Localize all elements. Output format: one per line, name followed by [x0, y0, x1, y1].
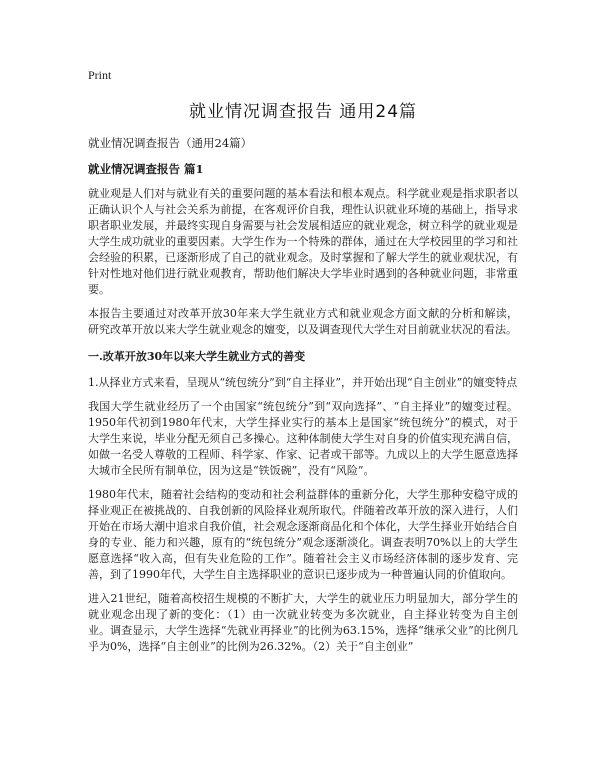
- paragraph: 就业观是人们对与就业有关的重要问题的基本看法和根本观点。科学就业观是指求职者以正确认识个人与社会关系为前提，在客观评价自我，理性认识就业环境的基础上，指导求职者职业发展，并最终实现自身需要与社会发展相适应的就业观念，树立科学的就业观是大学生成功就业的重要因素。大学生作为一个特殊的群体，通过在大学校园里的学习和社会经验的积累，已逐渐形成了自己的就业观念。及时掌握和了解大学生的就业观状况，有针对性地对他们进行就业观教育，帮助他们解决大学毕业时遇到的各种就业问题，非常重要。: [88, 187, 518, 296]
- document-title: 就业情况调查报告 通用24篇: [188, 102, 418, 122]
- print-link[interactable]: Print: [88, 68, 112, 82]
- subsection-heading: 一.改革开放30年以来大学生就业方式的善变: [88, 350, 306, 363]
- paragraph: 我国大学生就业经历了一个由国家“统包统分”到“双向选择”、“自主择业”的嬗变过程。1950年代初到1980年代末，大学生择业实行的基本上是国家“统包统分”的模式，对于大学生来说，毕业分配无须自己多操心。这种体制使大学生对自身的价值实现充满自信，如做一名受人尊敬的工程师、科学家、作家、记者或干部等。九成以上的大学生愿意选择大城市全民所有制单位，因为这是“铁饭碗”，没有“风险”。: [88, 400, 518, 477]
- list-item-heading: 1.从择业方式来看，呈现从“统包统分”到“自主择业”，并开始出现“自主创业”的嬗变特点: [88, 376, 518, 389]
- paragraph: 1980年代末，随着社会结构的变动和社会利益群体的重新分化，大学生那种安稳守成的择业观正在被挑战的、自我创新的风险择业观所取代。伴随着改革开放的深入进行，人们开始在市场大潮中追求自我价值，社会观念逐渐商品化和个体化，大学生择业开始结合自身的专业、能力和兴趣，原有的“统包统分”观念逐渐淡化。调查表明70%以上的大学生愿意选择“收入高，但有失业危险的工作”。随着社会主义市场经济体制的逐步发育、完善，到了1990年代，大学生自主选择职业的意识已逐步成为一种普遍认同的价值取向。: [88, 488, 518, 581]
- paragraph: 本报告主要通过对改革开放30年来大学生就业方式和就业观念方面文献的分析和解读，研究改革开放以来大学生就业观念的嬗变，以及调查现代大学生对目前就业状况的看法。: [88, 307, 518, 336]
- document-subtitle: 就业情况调查报告（通用24篇）: [88, 136, 253, 150]
- section-heading: 就业情况调查报告 篇1: [88, 162, 204, 176]
- document-body: [88, 100, 518, 655]
- paragraph: 进入21世纪，随着高校招生规模的不断扩大，大学生的就业压力明显加大，部分学生的就业观念出现了新的变化：（1）由一次就业转变为多次就业，自主择业转变为自主创业。调查显示，大学生选择“先就业再择业”的比例为63.15%，选择“继承父业”的比例几乎为0%，选择“自主创业”的比例为26.32%。（2）关于“自主创业”: [88, 592, 518, 653]
